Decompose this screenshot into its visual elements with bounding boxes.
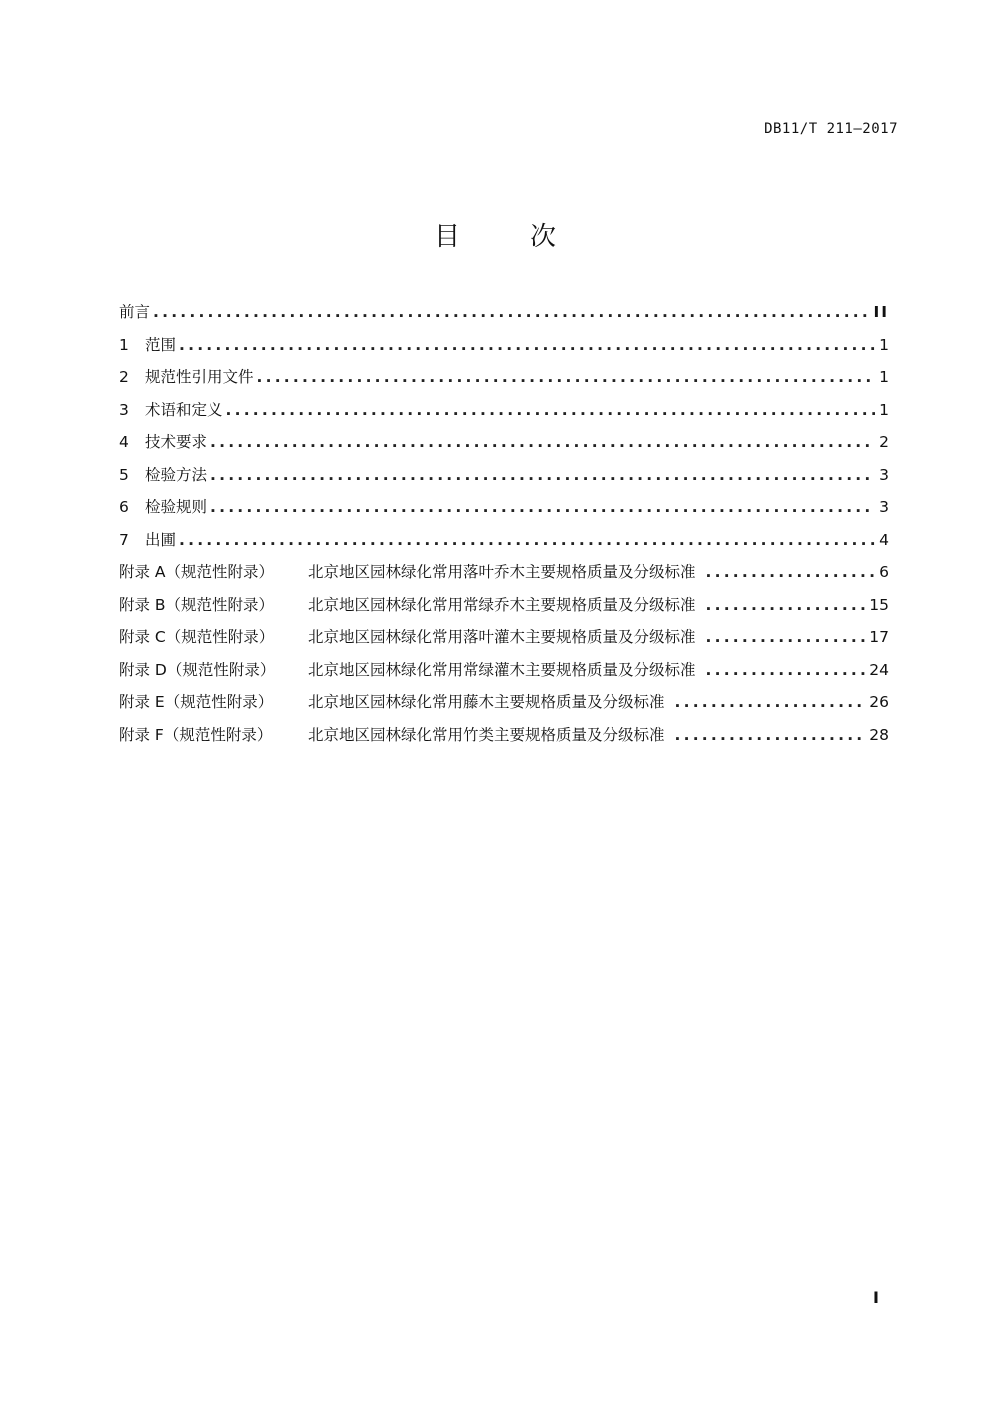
- toc-annex-prefix: 附录 C（规范性附录）: [119, 628, 275, 646]
- toc-entry-page: 3: [879, 465, 889, 484]
- toc-entry-number: 5: [119, 465, 129, 484]
- toc-annex-label: 北京地区园林绿化常用落叶乔木主要规格质量及分级标准: [308, 563, 696, 581]
- toc-entry-page: 3: [879, 498, 889, 516]
- toc-dot-leader: [675, 693, 866, 711]
- toc-annex-prefix: 附录 E（规范性附录）: [119, 693, 274, 711]
- toc-dot-leader: [210, 433, 875, 451]
- toc-dot-leader: [210, 466, 875, 484]
- toc-entry-1[interactable]: [119, 333, 889, 366]
- toc-annex-label: 北京地区园林绿化常用竹类主要规格质量及分级标准: [308, 725, 665, 744]
- toc-dot-leader: [706, 628, 866, 646]
- toc-annex-c[interactable]: [119, 625, 889, 658]
- toc-annex-d[interactable]: [119, 658, 889, 691]
- toc-entry-number: 6: [119, 498, 129, 516]
- toc-entry-number: 2: [119, 368, 129, 386]
- toc-annex-a[interactable]: [119, 560, 889, 593]
- toc-dot-leader: [153, 303, 869, 321]
- toc-dot-leader: [210, 498, 875, 516]
- toc-dot-leader: [179, 336, 875, 354]
- toc-entry-page: 1: [879, 400, 889, 419]
- toc-entry-page: II: [873, 303, 889, 321]
- toc-annex-page: 6: [879, 563, 889, 581]
- toc-annex-label: 北京地区园林绿化常用落叶灌木主要规格质量及分级标准: [308, 628, 696, 646]
- toc-annex-prefix: 附录 D（规范性附录）: [119, 660, 276, 679]
- toc-entry-label: 检验方法: [145, 465, 208, 484]
- toc-entry-label: 术语和定义: [145, 400, 223, 419]
- toc-entry-3[interactable]: [119, 398, 889, 431]
- toc-annex-page: 26: [869, 693, 889, 711]
- toc-annex-e[interactable]: [119, 690, 889, 723]
- toc-dot-leader: [675, 726, 866, 744]
- toc-annex-f[interactable]: [119, 723, 889, 756]
- toc-entry-number: 3: [119, 400, 129, 419]
- toc-entry-4[interactable]: [119, 430, 889, 463]
- toc-entry-label: 前言: [119, 303, 151, 321]
- toc-annex-page: 15: [869, 595, 889, 614]
- toc-entry-2[interactable]: [119, 365, 889, 398]
- toc-entry-number: 1: [119, 335, 129, 354]
- toc-annex-page: 24: [869, 660, 889, 679]
- toc-entry-page: 1: [879, 335, 889, 354]
- toc-entry-foreword[interactable]: [119, 300, 889, 333]
- toc-entry-label: 出圃: [145, 530, 177, 549]
- toc-entry-7[interactable]: [119, 528, 889, 561]
- toc-entry-label: 范围: [145, 335, 177, 354]
- toc-entry-number: 4: [119, 433, 129, 451]
- toc-dot-leader: [226, 401, 876, 419]
- toc-dot-leader: [706, 563, 876, 581]
- toc-annex-b[interactable]: [119, 593, 889, 626]
- toc-dot-leader: [706, 596, 866, 614]
- toc-dot-leader: [257, 368, 876, 386]
- toc-entry-5[interactable]: [119, 463, 889, 496]
- toc-annex-label: 北京地区园林绿化常用藤木主要规格质量及分级标准: [308, 693, 665, 711]
- toc-annex-label: 北京地区园林绿化常用常绿乔木主要规格质量及分级标准: [308, 595, 696, 614]
- toc-entry-label: 规范性引用文件: [145, 368, 254, 386]
- toc-entry-page: 1: [879, 368, 889, 386]
- page-number: I: [873, 1288, 879, 1307]
- toc-entry-page: 2: [879, 433, 889, 451]
- toc-annex-prefix: 附录 B（规范性附录）: [119, 595, 275, 614]
- toc-annex-prefix: 附录 F（规范性附录）: [119, 725, 273, 744]
- toc-annex-label: 北京地区园林绿化常用常绿灌木主要规格质量及分级标准: [308, 660, 696, 679]
- document-code: DB11/T 211—2017: [764, 121, 898, 137]
- toc-annex-page: 28: [869, 725, 889, 744]
- toc-entry-number: 7: [119, 530, 129, 549]
- toc-annex-prefix: 附录 A（规范性附录）: [119, 563, 275, 581]
- toc-entry-6[interactable]: [119, 495, 889, 528]
- toc-dot-leader: [179, 531, 875, 549]
- table-of-contents: [119, 300, 889, 755]
- toc-entry-page: 4: [879, 530, 889, 549]
- toc-dot-leader: [706, 661, 866, 679]
- toc-annex-page: 17: [869, 628, 889, 646]
- toc-entry-label: 检验规则: [145, 498, 208, 516]
- page-title: 目 次: [433, 222, 578, 252]
- toc-entry-label: 技术要求: [145, 433, 208, 451]
